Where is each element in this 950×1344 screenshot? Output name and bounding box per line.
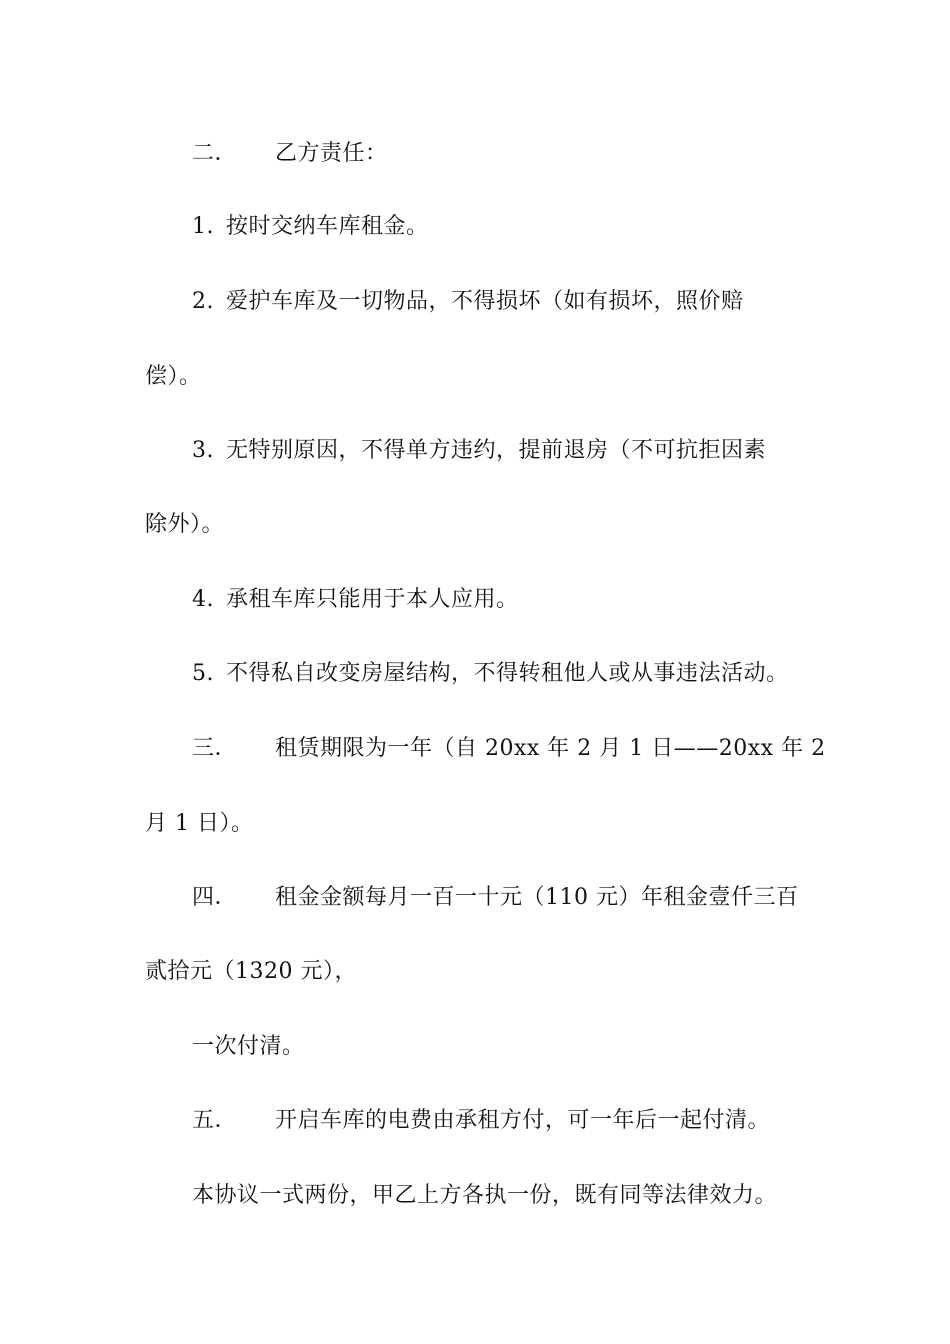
clause-text: 爱护车库及一切物品，不得损坏（如有损坏，照价赔 [226,289,744,314]
section-number: 三． [192,736,238,761]
section-four-continuation [145,958,357,986]
clause-number: 5. [192,661,214,686]
clause-1 [192,213,429,241]
closing-statement [192,1182,777,1210]
section-four-payment [192,1033,305,1061]
clause-text: 承租车库只能用于本人应用。 [226,587,519,612]
section-text: 月 1 日）。 [145,811,254,836]
clause-text: 偿）。 [145,364,202,389]
clause-text: 除外）。 [145,512,225,537]
section-five [192,1107,770,1135]
clause-3 [192,437,766,465]
clause-2 [192,288,744,316]
clause-2-continuation [145,363,202,391]
clause-number: 4. [192,587,214,612]
section-text: 乙方责任： [275,141,388,166]
clause-text: 无特别原因，不得单方违约，提前退房（不可抗拒因素 [226,438,767,463]
section-number: 四． [192,885,238,910]
clause-text: 按时交纳车库租金。 [226,214,429,239]
clause-3-continuation [145,511,224,539]
section-three-continuation [145,810,253,838]
clause-number: 1. [192,214,214,239]
clause-number: 3. [192,438,214,463]
section-text: 开启车库的电费由承租方付，可一年后一起付清。 [275,1108,771,1133]
section-number: 五． [192,1108,238,1133]
closing-text: 本协议一式两份，甲乙上方各执一份，既有同等法律效力。 [192,1183,778,1208]
clause-4 [192,586,519,614]
clause-5 [192,660,789,688]
clause-text: 不得私自改变房屋结构，不得转租他人或从事违法活动。 [226,661,789,686]
section-text: 贰拾元（1320 元）， [145,959,357,984]
section-three [192,735,826,763]
section-four [192,884,799,912]
section-text: 租金金额每月一百一十元（110 元）年租金壹仟三百 [275,885,799,910]
section-text: 租赁期限为一年（自 20xx 年 2 月 1 日——20xx 年 2 [275,736,826,761]
clause-number: 2. [192,289,214,314]
section-number: 二． [192,141,238,166]
section-text: 一次付清。 [192,1034,305,1059]
section-two-heading [192,140,388,168]
